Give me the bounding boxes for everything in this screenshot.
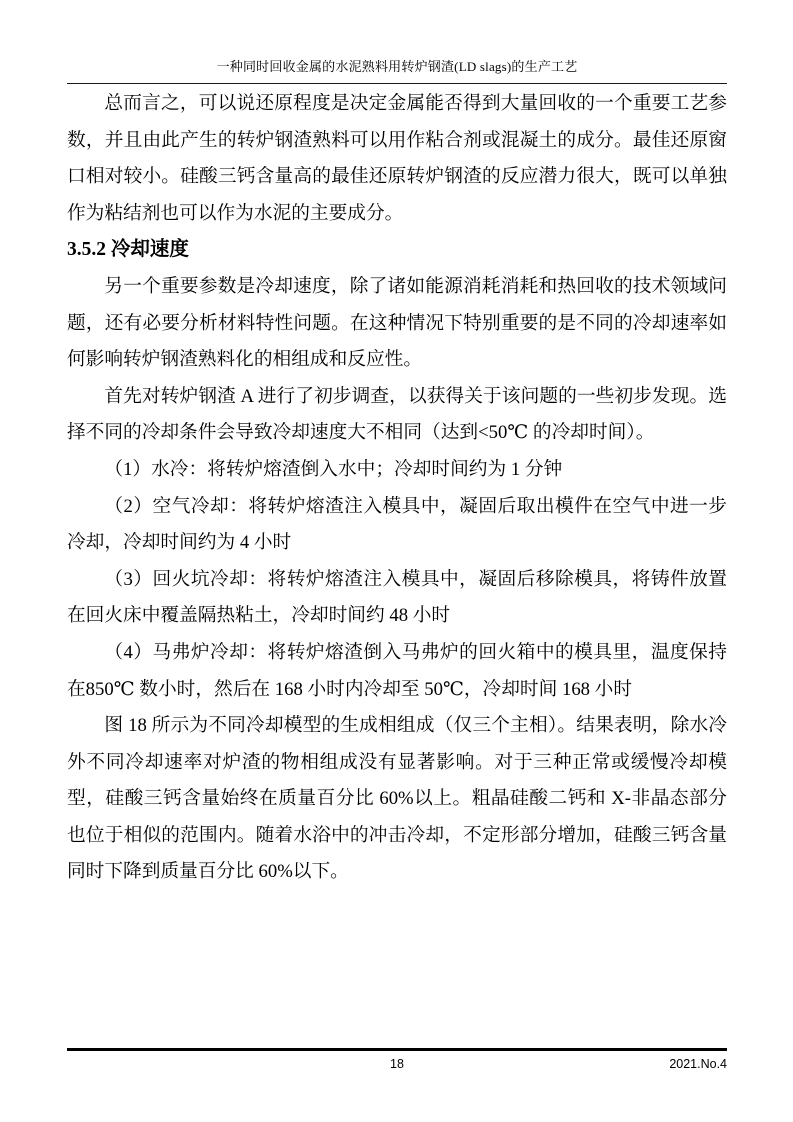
- paragraph-results: 图 18 所示为不同冷却模型的生成相组成（仅三个主相）。结果表明，除水冷外不同冷却速率对炉渣的物相组成没有显著影响。对于三种正常或缓慢冷却模型，硅酸三钙含量始终在质量百分比 60%以上。粗晶硅酸二钙和 X-非晶态部分也位于相似的范围内。随着水浴中的冲击冷却，不定形部分增加，硅酸三钙含量同时下降到质量百分比 60%以下。: [67, 715, 727, 883]
- cooling-method-item-2: （2）空气冷却：将转炉熔渣注入模具中，凝固后取出模件在空气中进一步冷却，冷却时间约为 4 小时: [67, 495, 727, 554]
- footer-row: [67, 1055, 727, 1073]
- page-number: 18: [390, 1056, 404, 1071]
- cooling-method-item-1: （1）水冷：将转炉熔渣倒入水中；冷却时间约为 1 分钟: [104, 458, 563, 480]
- issue-label: 2021.No.4: [669, 1056, 727, 1071]
- section-heading: 3.5.2 冷却速度: [67, 239, 189, 261]
- page-footer: [67, 1048, 727, 1073]
- running-header-title: 一种同时回收金属的水泥熟料用转炉钢渣(LD slags)的生产工艺: [216, 59, 578, 74]
- document-body: [67, 86, 727, 891]
- paragraph-preliminary-investigation: 首先对转炉钢渣 A 进行了初步调查，以获得关于该问题的一些初步发现。选择不同的冷却条件会导致冷却速度大不相同（达到<50℃ 的冷却时间）。: [67, 385, 727, 444]
- footer-rule: [67, 1048, 727, 1051]
- cooling-method-item-3: （3）回火坑冷却：将转炉熔渣注入模具中，凝固后移除模具，将铸件放置在回火床中覆盖隔热粘土，冷却时间约 48 小时: [67, 568, 727, 627]
- header-rule: [67, 83, 727, 84]
- paragraph-cooling-intro: 另一个重要参数是冷却速度，除了诸如能源消耗消耗和热回收的技术领域问题，还有必要分析材料特性问题。在这种情况下特别重要的是不同的冷却速率如何影响转炉钢渣熟料化的相组成和反应性。: [67, 275, 727, 371]
- cooling-method-item-4: （4）马弗炉冷却：将转炉熔渣倒入马弗炉的回火箱中的模具里，温度保持在850℃ 数小时，然后在 168 小时内冷却至 50℃，冷却时间 168 小时: [67, 641, 727, 700]
- paragraph-summary: 总而言之，可以说还原程度是决定金属能否得到大量回收的一个重要工艺参数，并且由此产生的转炉钢渣熟料可以用作粘合剂或混凝土的成分。最佳还原窗口相对较小。硅酸三钙含量高的最佳还原转炉钢渣的反应潜力很大，既可以单独作为粘结剂也可以作为水泥的主要成分。: [67, 93, 727, 224]
- page-header: [67, 0, 727, 84]
